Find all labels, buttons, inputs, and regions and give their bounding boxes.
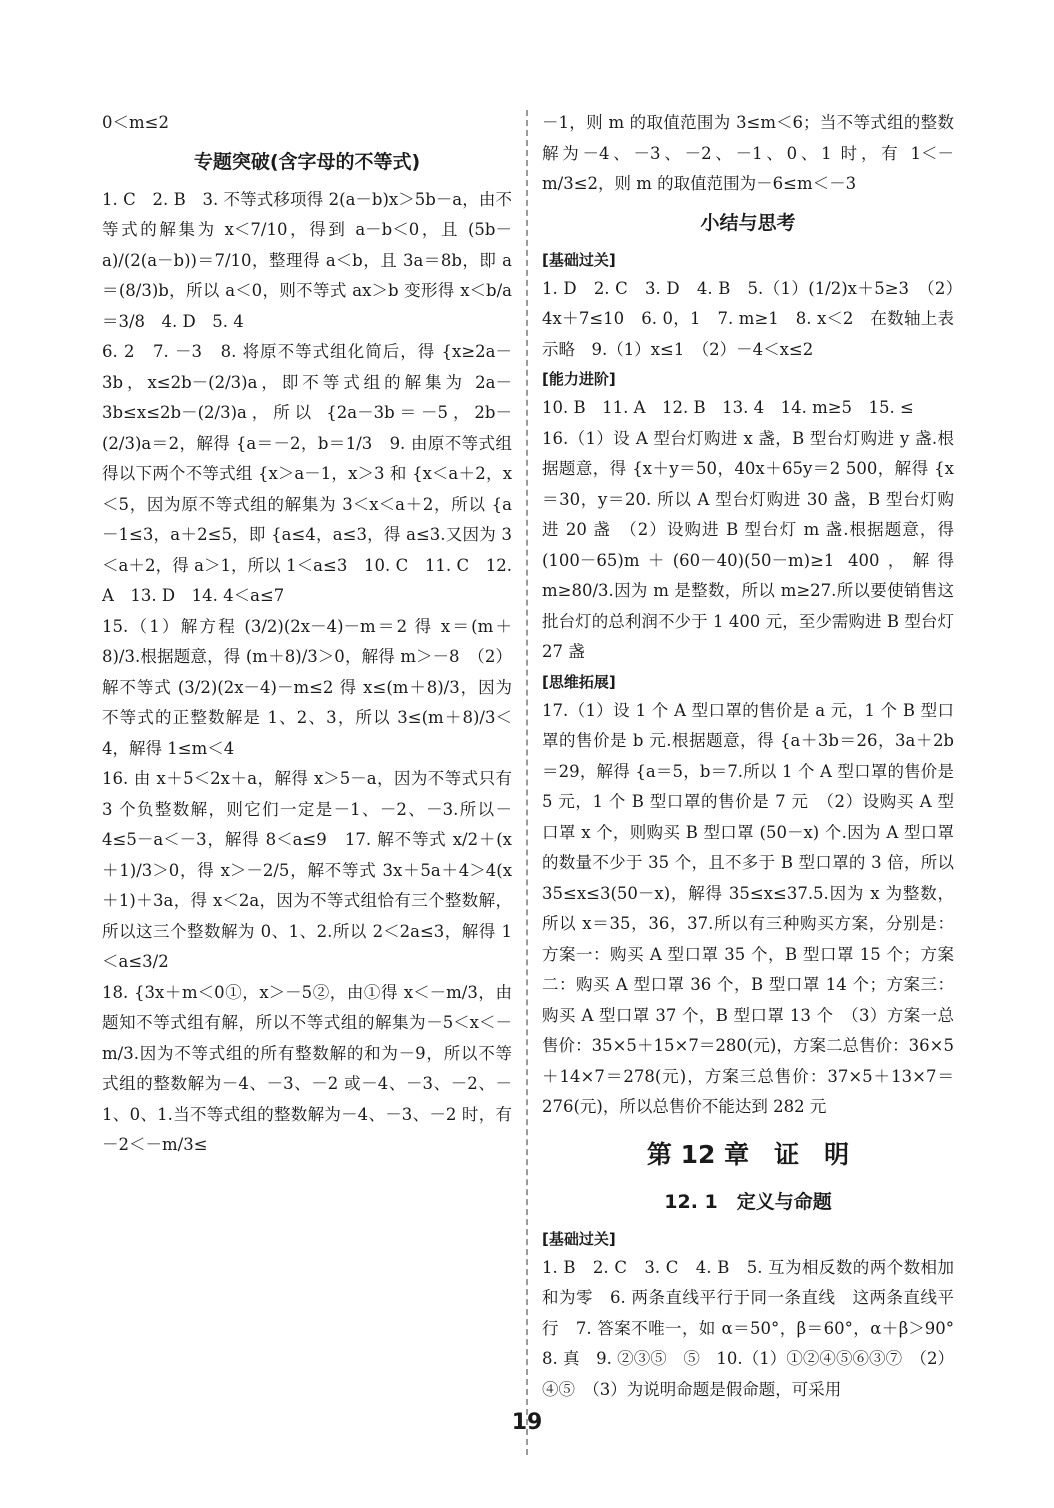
answer-paragraph: 1. D 2. C 3. D 4. B 5.（1）(1/2)x＋5≥3 （2）4x＋7≤10 6. 0，1 7. m≥1 8. x＜2 在数轴上表示略 9.（1）x≤1 （2）－4＜x≤2 (542, 278, 954, 359)
section-tag: [思维拓展] (542, 672, 616, 691)
section-tag: [能力进阶] (542, 370, 616, 388)
answer-paragraph: 0＜m≤2 (102, 113, 169, 132)
answer-paragraph: 1. B 2. C 3. C 4. B 5. 互为相反数的两个数相加 和为零 6. 两条直线平行于同一条直线 这两条直线平行 7. 答案不唯一，如 α＝50°，β＝60°，α＋β＞90° 8. 真 9. ②③⑤ ⑤ 10.（1）①②④⑤⑥③⑦ （2）④⑤ （3）为说明命题是假命题，可采用 (542, 1257, 971, 1399)
answer-paragraph: 16. 由 x＋5＜2x＋a，解得 x＞5－a，因为不等式只有 3 个负整数解，则它们一定是－1、－2、－3.所以－4≤5－a＜－3，解得 8＜a≤9 17. 解不等式 x/2＋(x＋1)/3＞0，得 x＞－2/5，解不等式 3x＋5a＋4＞4(x＋1)＋3a，得 x＜2a，因为不等式组恰有三个整数解，所以这三个整数解为 0、1、2.所以 2＜2a≤3，解得 1＜a≤3/2 (102, 769, 512, 971)
section-title: 小结与思考 (700, 211, 796, 234)
column-divider (526, 110, 528, 1455)
section-tag: [基础过关] (542, 1229, 616, 1248)
chapter-title: 第 12 章 证 明 (646, 1139, 850, 1169)
section-tag: [基础过关] (542, 250, 616, 269)
answer-paragraph: 10. B 11. A 12. B 13. 4 14. m≥5 15. ≤ (542, 398, 914, 417)
answer-paragraph: 6. 2 7. －3 8. 将原不等式组化简后，得 {x≥2a－3b，x≤2b－(2/3)a，即不等式组的解集为 2a－3b≤x≤2b－(2/3)a，所以 {2a－3b＝－5，2b－(2/3)a＝2，解得 {a＝－2，b＝1/3 9. 由原不等式组得以下两个不等式组 {x＞a－1，x＞3 和 {x＜a＋2，x＜5，因为原不等式组的解集为 3＜x＜a＋2，所以 {a－1≤3，a＋2≤5，即 {a≤4，a≤3，得 a≤3.又因为 3＜a＋2，得 a＞1，所以 1＜a≤3 10. C 11. C 12. A 13. D 14. 4＜a≤7 (102, 342, 512, 605)
right-column (542, 108, 971, 1405)
answer-paragraph: 15.（1）解方程 (3/2)(2x－4)－m＝2 得 x＝(m＋8)/3.根据题意，得 (m＋8)/3＞0，解得 m＞－8 （2）解不等式 (3/2)(2x－4)－m≤2 得 x≤(m＋8)/3，因为不等式的正整数解是 1、2、3，所以 3≤(m＋8)/3＜4，解得 1≤m＜4 (102, 616, 512, 758)
answer-paragraph: 16.（1）设 A 型台灯购进 x 盏，B 型台灯购进 y 盏.根据题意，得 {x＋y＝50，40x＋65y＝2 500，解得 {x＝30，y＝20. 所以 A 型台灯购进 30 盏，B 型台灯购进 20 盏 （2）设购进 B 型台灯 m 盏.根据题意，得 (100－65)m＋(60－40)(50－m)≥1 400，解得 m≥80/3.因为 m 是整数，所以 m≥27.所以要使销售这批台灯的总利润不少于 1 400 元，至少需购进 B 型台灯 27 盏 (542, 428, 954, 661)
section-title: 专题突破(含字母的不等式) (193, 150, 421, 173)
answer-paragraph: 18. {3x＋m＜0①，x＞－5②，由①得 x＜－m/3，由题知不等式组有解，所以不等式组的解集为－5＜x＜－m/3.因为不等式组的所有整数解的和为－9，所以不等式组的整数解为－4、－3、－2 或－4、－3、－2、－1、0、1.当不等式组的整数解为－4、－3、－2 时，有－2＜－m/3≤ (102, 982, 512, 1154)
answer-paragraph: 17.（1）设 1 个 A 型口罩的售价是 a 元，1 个 B 型口罩的售价是 b 元.根据题意，得 {a＋3b＝26，3a＋2b＝29，解得 {a＝5，b＝7.所以 1 个 A 型口罩的售价是 5 元，1 个 B 型口罩的售价是 7 元 （2）设购买 A 型口罩 x 个，则购买 B 型口罩 (50－x) 个.因为 A 型口罩的数量不少于 35 个，且不多于 B 型口罩的 3 倍，所以 35≤x≤3(50－x)，解得 35≤x≤37.5.因为 x 为整数，所以 x＝35，36，37.所以有三种购买方案，分别是：方案一：购买 A 型口罩 35 个，B 型口罩 15 个；方案二：购买 A 型口罩 36 个，B 型口罩 14 个；方案三：购买 A 型口罩 37 个，B 型口罩 13 个 （3）方案一总售价：35×5＋15×7＝280(元)，方案二总售价：36×5＋14×7＝278(元)，方案三总售价：37×5＋13×7＝276(元)，所以总售价不能达到 282 元 (542, 700, 954, 1116)
answer-paragraph: －1，则 m 的取值范围为 3≤m＜6；当不等式组的整数解为－4、－3、－2、－1、0、1 时，有 1＜－m/3≤2，则 m 的取值范围为－6≤m＜－3 (542, 113, 954, 193)
section-title: 12. 1 定义与命题 (664, 1190, 832, 1213)
left-column (102, 108, 512, 1161)
page-number: 19 (511, 1410, 543, 1435)
answer-paragraph: 1. C 2. B 3. 不等式移项得 2(a－b)x＞5b－a，由不等式的解集为 x＜7/10，得到 a－b＜0，且 (5b－a)/(2(a－b))＝7/10，整理得 a＜b，且 3a＝8b，即 a＝(8/3)b，所以 a＜0，则不等式 ax＞b 变形得 x＜b/a＝3/8 4. D 5. 4 (102, 189, 512, 331)
